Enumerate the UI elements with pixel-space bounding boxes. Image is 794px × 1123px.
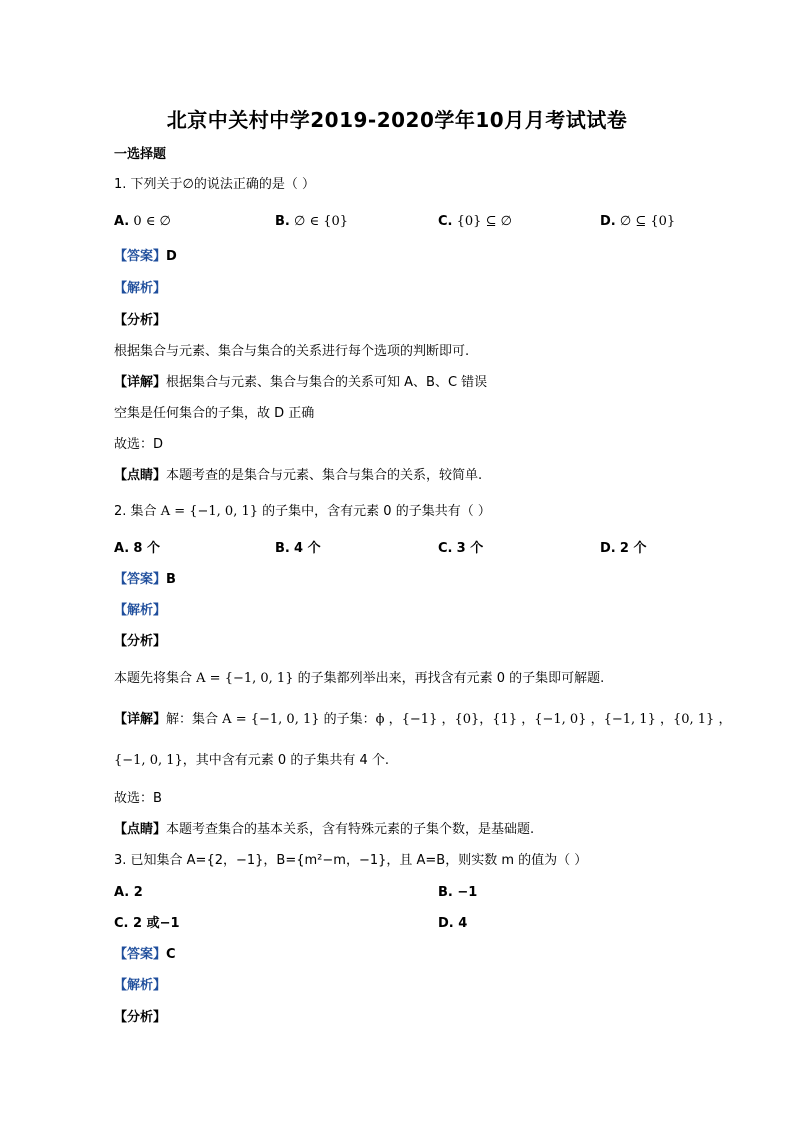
- q2-option-c: [438, 540, 483, 558]
- q3-fenxi-tag: 【分析】: [114, 1010, 167, 1025]
- q2-fenxi-tag: 【分析】: [114, 634, 167, 649]
- q2-option-b: [275, 540, 321, 558]
- q1-option-b-text: ∅ ∈ {0}: [294, 214, 349, 229]
- q3-option-c-label: C.: [114, 916, 129, 931]
- q1-detail: [114, 374, 487, 392]
- q2-option-b-label: B.: [275, 541, 290, 556]
- q2-detail: [114, 711, 731, 729]
- q1-option-c-text: {0} ⊆ ∅: [456, 214, 512, 229]
- q1-fenxi-tag: 【分析】: [114, 313, 167, 328]
- q2-option-d-text: 2 个: [619, 541, 647, 556]
- q3-option-b: [438, 884, 477, 902]
- q3-stem: 3. 已知集合 A={2，−1}，B={m²−m，−1}，且 A=B，则实数 m 的值为（ ）: [114, 853, 588, 868]
- q1-fenxi: 根据集合与元素、集合与集合的关系进行每个选项的判断即可.: [114, 344, 470, 359]
- q1-comment-text: 本题考查的是集合与元素、集合与集合的关系，较简单.: [166, 468, 483, 483]
- q3-option-d-text: 4: [458, 916, 468, 931]
- q2-detail-tag: 【详解】: [114, 712, 167, 727]
- q3-option-c-text: 2 或−1: [133, 916, 180, 931]
- q2-detail-suffix: 的子集：ϕ ，{−1} ，{0}，{1} ，{−1, 0} ，{−1, 1} ，{0, 1} ，: [323, 712, 732, 727]
- q2-answer: [114, 571, 176, 589]
- q1-stem: 1. 下列关于∅的说法正确的是（ ）: [114, 177, 315, 192]
- q1-choose: 故选：D: [114, 437, 164, 452]
- q2-option-a-label: A.: [114, 541, 130, 556]
- q1-option-d: [600, 213, 675, 231]
- q1-detail-text: 根据集合与元素、集合与集合的关系可知 A、B、C 错误: [166, 375, 488, 390]
- q2-stem: [114, 503, 491, 521]
- q1-option-a-text: 0 ∈ ∅: [133, 214, 171, 229]
- q3-option-a-label: A.: [114, 885, 130, 900]
- q2-analysis-tag: 【解析】: [114, 603, 167, 618]
- q3-option-b-text: −1: [457, 885, 478, 900]
- q2-fenxi-prefix: 本题先将集合: [114, 671, 193, 686]
- q3-option-d: [438, 915, 467, 933]
- q2-stem-suffix: 的子集中，含有元素 0 的子集共有（ ）: [262, 504, 491, 519]
- q1-answer-value: D: [166, 249, 177, 264]
- q1-option-c-label: C.: [438, 214, 453, 229]
- q3-answer: [114, 946, 176, 964]
- q1-answer: [114, 248, 177, 266]
- q2-detail2-set: {−1, 0, 1}: [114, 753, 183, 768]
- q3-option-b-label: B.: [438, 885, 453, 900]
- q2-choose: 故选：B: [114, 791, 162, 806]
- q2-answer-value: B: [166, 572, 176, 587]
- q2-stem-prefix: 2. 集合: [114, 504, 157, 519]
- q1-comment-tag: 【点睛】: [114, 468, 167, 483]
- q1-option-a: [114, 213, 171, 231]
- q2-option-c-text: 3 个: [456, 541, 484, 556]
- q2-detail2-suffix: ，其中含有元素 0 的子集共有 4 个.: [182, 753, 389, 768]
- q2-option-d: [600, 540, 646, 558]
- q2-comment-tag: 【点睛】: [114, 822, 167, 837]
- q3-option-d-label: D.: [438, 916, 454, 931]
- q1-option-d-text: ∅ ⊆ {0}: [619, 214, 676, 229]
- q1-detail2: 空集是任何集合的子集，故 D 正确: [114, 406, 315, 421]
- q3-option-a: [114, 884, 143, 902]
- q1-option-d-label: D.: [600, 214, 616, 229]
- q2-option-c-label: C.: [438, 541, 453, 556]
- q1-option-b: [275, 213, 348, 231]
- q1-answer-tag: 【答案】: [114, 249, 167, 264]
- q2-detail2: [114, 752, 389, 770]
- q3-answer-value: C: [166, 947, 176, 962]
- q2-option-d-label: D.: [600, 541, 616, 556]
- q2-option-a: [114, 540, 160, 558]
- q1-option-c: [438, 213, 512, 231]
- q1-option-a-label: A.: [114, 214, 130, 229]
- q1-detail-tag: 【详解】: [114, 375, 167, 390]
- q2-comment: [114, 821, 534, 839]
- q2-fenxi: [114, 670, 604, 688]
- q2-option-b-text: 4 个: [294, 541, 321, 556]
- q1-comment: [114, 467, 482, 485]
- q1-option-b-label: B.: [275, 214, 290, 229]
- page-title: 北京中关村中学2019-2020学年10月月考试试卷: [166, 108, 628, 132]
- q2-detail-prefix: 解：集合: [166, 712, 219, 727]
- section-heading: 一选择题: [114, 147, 167, 162]
- q1-analysis-tag: 【解析】: [114, 281, 167, 296]
- q3-option-c: [114, 915, 180, 933]
- q2-fenxi-set: A = {−1, 0, 1}: [196, 671, 294, 686]
- q2-answer-tag: 【答案】: [114, 572, 167, 587]
- q2-stem-set: A = {−1, 0, 1}: [160, 504, 259, 519]
- q3-analysis-tag: 【解析】: [114, 978, 167, 993]
- q3-answer-tag: 【答案】: [114, 947, 167, 962]
- q2-option-a-text: 8 个: [133, 541, 160, 556]
- q3-option-a-text: 2: [133, 885, 143, 900]
- q2-detail-set: A = {−1, 0, 1}: [222, 712, 320, 727]
- q2-fenxi-suffix: 的子集都列举出来，再找含有元素 0 的子集即可解题.: [297, 671, 605, 686]
- q2-comment-text: 本题考查集合的基本关系，含有特殊元素的子集个数，是基础题.: [166, 822, 535, 837]
